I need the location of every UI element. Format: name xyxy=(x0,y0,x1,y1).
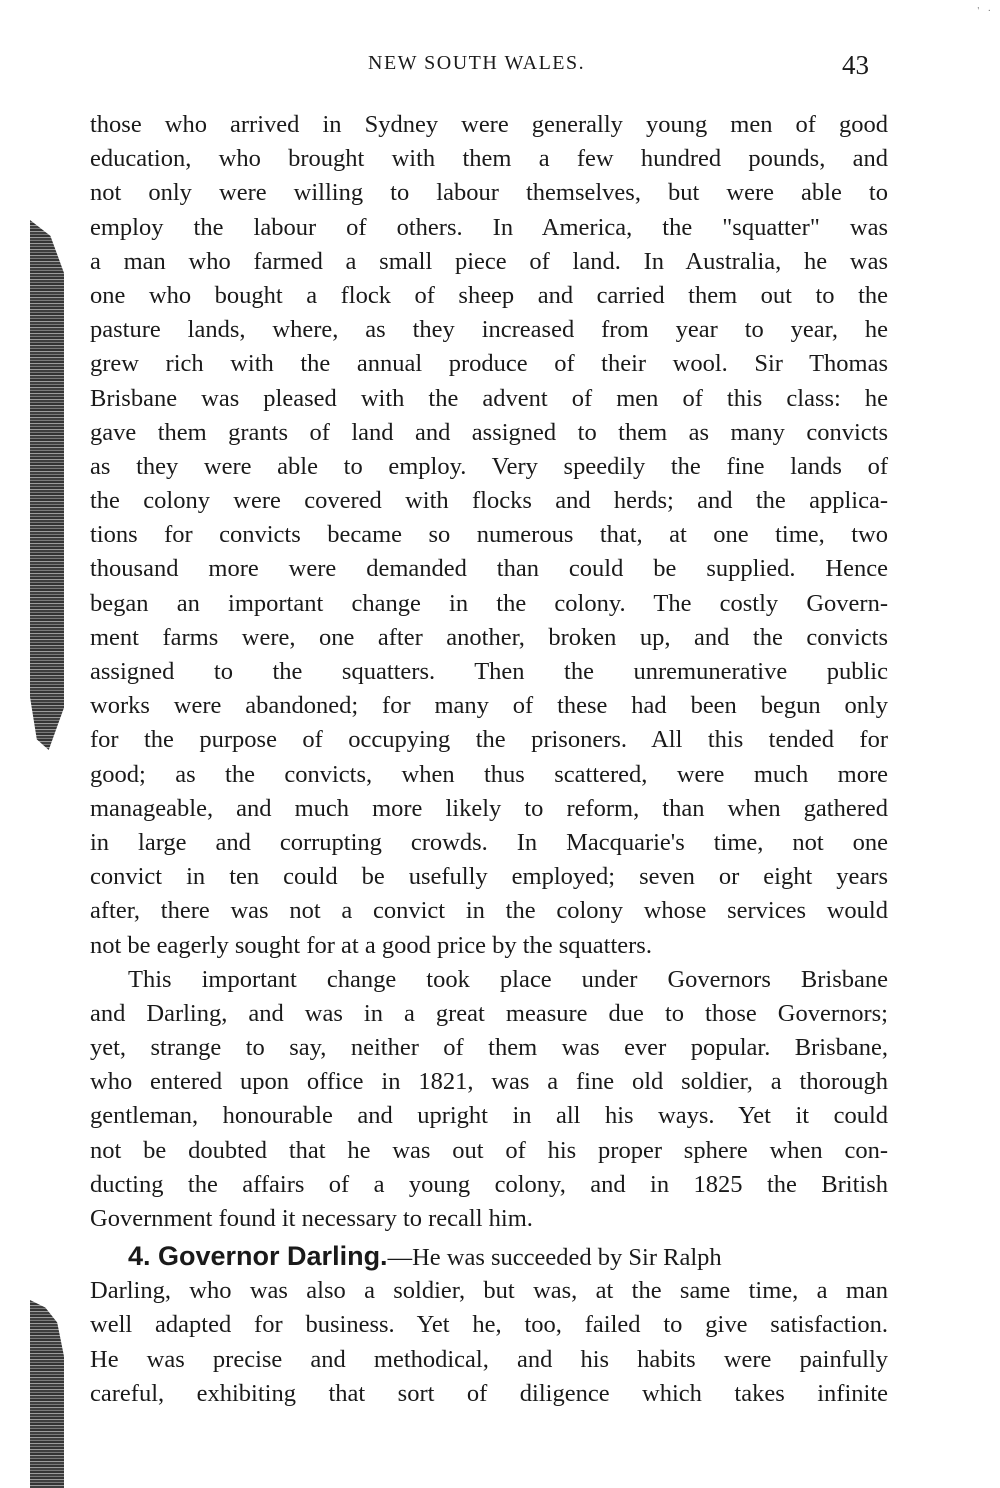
text-line: who entered upon office in 1821, was a fine old soldier, a thorough xyxy=(90,1068,888,1096)
text-line: and Darling, and was in a great measure due to those Governors; xyxy=(90,999,888,1027)
text-line: gentleman, honourable and upright in all his ways. Yet it could xyxy=(90,1102,888,1130)
text-line: not be doubted that he was out of his proper sphere when con- xyxy=(90,1136,888,1164)
section-first-line xyxy=(90,1238,888,1274)
text-line: not only were willing to labour themselves, but were able to xyxy=(90,179,888,207)
paragraph-2 xyxy=(90,963,888,1237)
text-line: This important change took place under Governors Brisbane xyxy=(128,965,888,993)
text-line: the colony were covered with flocks and herds; and the applica- xyxy=(90,487,888,515)
text-line: gave them grants of land and assigned to them as many convicts xyxy=(90,418,888,446)
text-line: well adapted for business. Yet he, too, failed to give satisfaction. xyxy=(90,1311,888,1339)
running-title: NEW SOUTH WALES. xyxy=(368,52,586,74)
paragraph-1 xyxy=(90,108,888,963)
text-line: Brisbane was pleased with the advent of men of this class: he xyxy=(90,384,888,412)
text-line: He was precise and methodical, and his habits were painfully xyxy=(90,1345,888,1373)
text-line: Darling, who was also a soldier, but was, at the same time, a man xyxy=(90,1277,888,1305)
text-line: began an important change in the colony. The costly Govern- xyxy=(90,589,888,617)
page-number: 43 xyxy=(842,50,869,80)
text-line: education, who brought with them a few hundred pounds, and xyxy=(90,145,888,173)
text-line: ment farms were, one after another, broken up, and the convicts xyxy=(90,623,888,651)
body-text xyxy=(90,108,888,1411)
text-line: manageable, and much more likely to reform, than when gathered xyxy=(90,794,888,822)
text-line: employ the labour of others. In America, the "squatter" was xyxy=(90,213,888,241)
text-line: careful, exhibiting that sort of diligence which takes infinite xyxy=(90,1379,888,1407)
section-heading: 4. Governor Darling. xyxy=(128,1241,388,1272)
text-line: one who bought a flock of sheep and carried them out to the xyxy=(90,281,888,309)
running-head xyxy=(0,50,1000,90)
text-line: those who arrived in Sydney were generally young men of good xyxy=(90,111,888,138)
text-line: as they were able to employ. Very speedily the fine lands of xyxy=(90,452,888,480)
text-line: thousand more were demanded than could be supplied. Hence xyxy=(90,555,888,583)
text-line: in large and corrupting crowds. In Macquarie's time, not one xyxy=(90,828,888,856)
text-line: good; as the convicts, when thus scattered, were much more xyxy=(90,760,888,788)
section-first-line-text: —He was succeeded by Sir Ralph xyxy=(387,1244,722,1272)
text-line: works were abandoned; for many of these had been begun only xyxy=(90,692,888,720)
text-line: convict in ten could be usefully employed; seven or eight years xyxy=(90,863,888,891)
scan-binding-shadow-top xyxy=(30,220,64,750)
text-line: for the purpose of occupying the prisoners. All this tended for xyxy=(90,726,888,754)
text-line: after, there was not a convict in the colony whose services would xyxy=(90,897,888,925)
text-line: grew rich with the annual produce of their wool. Sir Thomas xyxy=(90,350,888,378)
text-line: Government found it necessary to recall him. xyxy=(90,1205,533,1232)
text-line: ducting the affairs of a young colony, and in 1825 the British xyxy=(90,1170,888,1198)
text-line: assigned to the squatters. Then the unremunerative public xyxy=(90,658,888,685)
text-line: not be eagerly sought for at a good price by the squatters. xyxy=(90,931,652,959)
section-governor-darling xyxy=(90,1238,888,1411)
text-line: tions for convicts became so numerous that, at one time, two xyxy=(90,521,888,549)
text-line: a man who farmed a small piece of land. In Australia, he was xyxy=(90,247,888,275)
scan-binding-shadow-bottom xyxy=(30,1300,64,1488)
text-line: pasture lands, where, as they increased from year to year, he xyxy=(90,316,888,344)
scan-corner-mark: ' · xyxy=(977,6,994,17)
text-line: yet, strange to say, neither of them was ever popular. Brisbane, xyxy=(90,1034,888,1062)
